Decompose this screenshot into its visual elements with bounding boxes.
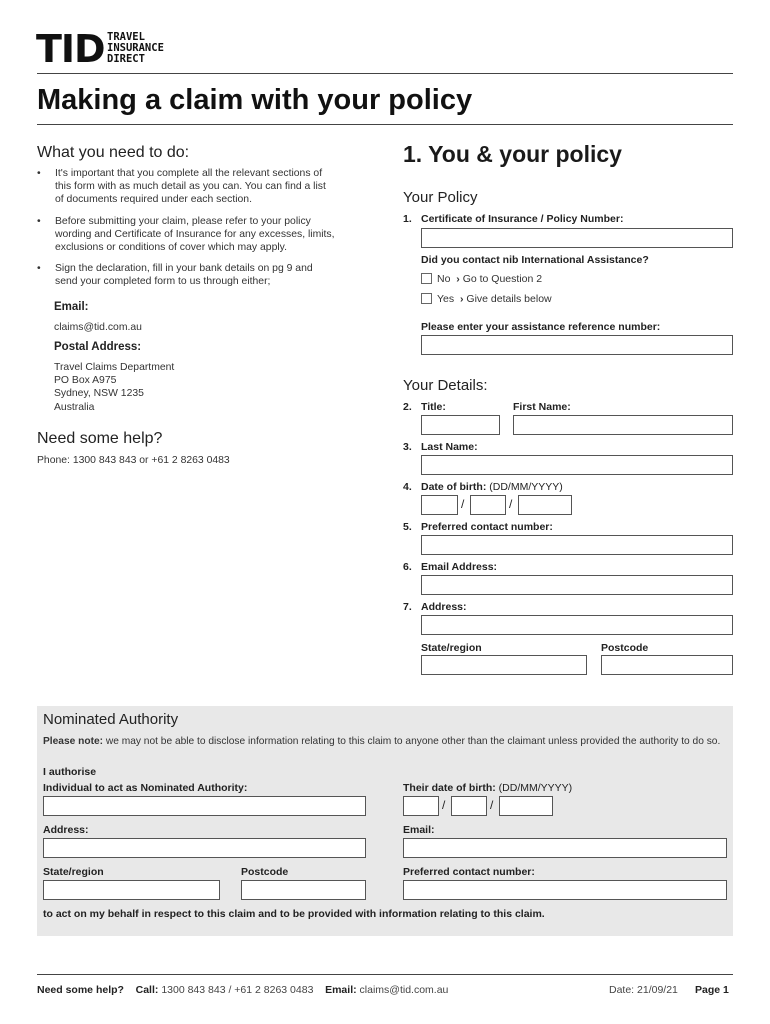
postal-address — [54, 361, 174, 414]
postcode-input[interactable] — [601, 655, 733, 675]
nominated-contact-label: Preferred contact number: — [403, 866, 535, 878]
please-note — [43, 735, 723, 748]
tid-logo-mark: TID — [36, 27, 105, 71]
instruction-item: • It's important that you complete all the relevant sections of this form with as much detail as you can. You can find a list of documents required under each section. — [37, 167, 337, 207]
footer-date-text: Date: 21/09/21 — [609, 984, 678, 996]
instruction-item: • Sign the declaration, fill in your bank details on pg 9 and send your completed form to us through either; — [37, 262, 337, 288]
yes-label: Yes — [437, 293, 455, 305]
q3-label — [403, 441, 478, 453]
q6-label — [403, 561, 497, 573]
date-separator: / — [490, 798, 494, 812]
what-to-do-heading: What you need to do: — [37, 144, 190, 161]
tid-logo-text — [107, 32, 164, 65]
instructions-list — [37, 167, 337, 297]
email-label: Email: — [54, 301, 89, 313]
logo-line-3: DIRECT — [107, 53, 145, 65]
footer-page — [695, 984, 729, 996]
postcode-label: Postcode — [601, 642, 649, 654]
claims-email-link[interactable]: claims@tid.com.au — [54, 322, 142, 333]
postal-line: Travel Claims Department — [54, 362, 175, 373]
contact-number-input[interactable] — [421, 535, 733, 555]
state-input[interactable] — [421, 655, 587, 675]
q7-number: 7. — [403, 601, 412, 613]
section-1-heading: 1. You & your policy — [403, 141, 622, 167]
dob-day-input[interactable] — [421, 495, 458, 515]
instruction-item: • Before submitting your claim, please refer to your policy wording and Certificate of Insurance for any excesses, limits, exclusions or conditions of cover which may apply. — [37, 215, 337, 255]
postal-line: Australia — [54, 401, 95, 413]
q7-text: Address: — [421, 601, 467, 613]
q4-number: 4. — [403, 481, 412, 493]
nominated-dob-day-input[interactable] — [403, 796, 439, 816]
q3-text: Last Name: — [421, 441, 478, 453]
individual-label: Individual to act as Nominated Authority: — [43, 782, 248, 794]
q6-number: 6. — [403, 561, 412, 573]
yes-note: Give details below — [466, 293, 552, 305]
q6-text: Email Address: — [421, 561, 498, 573]
q1-label — [403, 213, 623, 225]
email-address-input[interactable] — [421, 575, 733, 595]
nominated-individual-input[interactable] — [43, 796, 366, 816]
page-title: Making a claim with your policy — [37, 84, 473, 116]
footer-email-link[interactable]: claims@tid.com.au — [359, 984, 449, 996]
their-dob-label — [403, 782, 572, 794]
nominated-postcode-input[interactable] — [241, 880, 366, 900]
footer-page-number: Page 1 — [695, 984, 729, 996]
arrow-icon: › — [459, 293, 464, 305]
dob-month-input[interactable] — [470, 495, 506, 515]
assistance-question: Did you contact nib International Assistance? — [421, 254, 649, 266]
reference-label: Please enter your assistance reference number: — [421, 321, 661, 333]
nominated-state-input[interactable] — [43, 880, 220, 900]
nominated-email-input[interactable] — [403, 838, 727, 858]
postal-line: PO Box A975 — [54, 375, 117, 387]
q1-number: 1. — [403, 213, 412, 225]
title-input[interactable] — [421, 415, 500, 435]
no-label: No — [437, 273, 451, 285]
logo-line-1: TRAVEL — [107, 31, 145, 43]
q5-label — [403, 521, 553, 533]
footer-help-label: Need some help? — [37, 984, 124, 996]
dob-year-input[interactable] — [518, 495, 572, 515]
q5-text: Preferred contact number: — [421, 521, 553, 533]
assistance-no-option — [437, 273, 542, 285]
help-phone: Phone: 1300 843 843 or +61 2 8263 0483 — [37, 455, 230, 466]
q4-text: Date of birth: — [421, 481, 487, 493]
nominated-dob-year-input[interactable] — [499, 796, 553, 816]
q1-text: Certificate of Insurance / Policy Number: — [421, 213, 624, 225]
nominated-authority-heading: Nominated Authority — [43, 711, 179, 728]
i-authorise: I authorise — [43, 766, 97, 778]
footer-divider — [37, 974, 733, 975]
nominated-dob-month-input[interactable] — [451, 796, 487, 816]
assistance-reference-input[interactable] — [421, 335, 733, 355]
nominated-email-label: Email: — [403, 824, 435, 836]
q2-text: Title: — [421, 401, 446, 413]
footer-call-value: 1300 843 843 / +61 2 8263 0483 — [161, 984, 314, 996]
arrow-icon: › — [456, 273, 460, 285]
q7-label — [403, 601, 467, 613]
policy-number-input[interactable] — [421, 228, 733, 248]
their-dob-text: Their date of birth: — [403, 782, 496, 794]
postal-address-label: Postal Address: — [54, 341, 142, 353]
footer-email-label: Email: — [325, 984, 357, 996]
assistance-yes-option — [437, 293, 552, 305]
footer-call-label: Call: — [135, 984, 159, 996]
nominated-postcode-label: Postcode — [241, 866, 289, 878]
postal-line: Sydney, NSW 1235 — [54, 388, 144, 400]
date-separator: / — [509, 497, 513, 511]
q5-number: 5. — [403, 521, 412, 533]
nominated-state-label: State/region — [43, 866, 104, 878]
last-name-input[interactable] — [421, 455, 733, 475]
date-separator: / — [442, 798, 446, 812]
address-input[interactable] — [421, 615, 733, 635]
q2-title-label — [403, 401, 446, 413]
title-divider — [37, 124, 733, 125]
q4-format: (DD/MM/YYYY) — [489, 481, 563, 493]
assistance-yes-checkbox[interactable] — [421, 293, 432, 304]
q2-number: 2. — [403, 401, 412, 413]
header-divider — [37, 73, 733, 74]
footer-help — [37, 984, 448, 996]
authority-closing: to act on my behalf in respect to this claim and to be provided with information relating to this claim. — [43, 908, 545, 920]
no-note: Go to Question 2 — [462, 273, 543, 285]
nominated-contact-input[interactable] — [403, 880, 727, 900]
nominated-address-input[interactable] — [43, 838, 366, 858]
footer-date — [609, 984, 678, 996]
your-details-heading: Your Details: — [403, 377, 488, 394]
need-help-heading: Need some help? — [37, 430, 163, 447]
logo-line-2: INSURANCE — [107, 42, 164, 54]
first-name-label: First Name: — [513, 401, 571, 413]
nominated-address-label: Address: — [43, 824, 89, 836]
q3-number: 3. — [403, 441, 412, 453]
q4-label — [403, 481, 563, 493]
please-note-text: we may not be able to disclose information relating to this claim to anyone other than the claimant unless provided the authority to do so. — [105, 736, 721, 747]
state-label: State/region — [421, 642, 482, 654]
please-note-label: Please note: — [43, 736, 104, 747]
your-policy-heading: Your Policy — [403, 189, 478, 206]
assistance-no-checkbox[interactable] — [421, 273, 432, 284]
date-separator: / — [461, 497, 465, 511]
first-name-input[interactable] — [513, 415, 733, 435]
their-dob-format: (DD/MM/YYYY) — [498, 782, 573, 794]
